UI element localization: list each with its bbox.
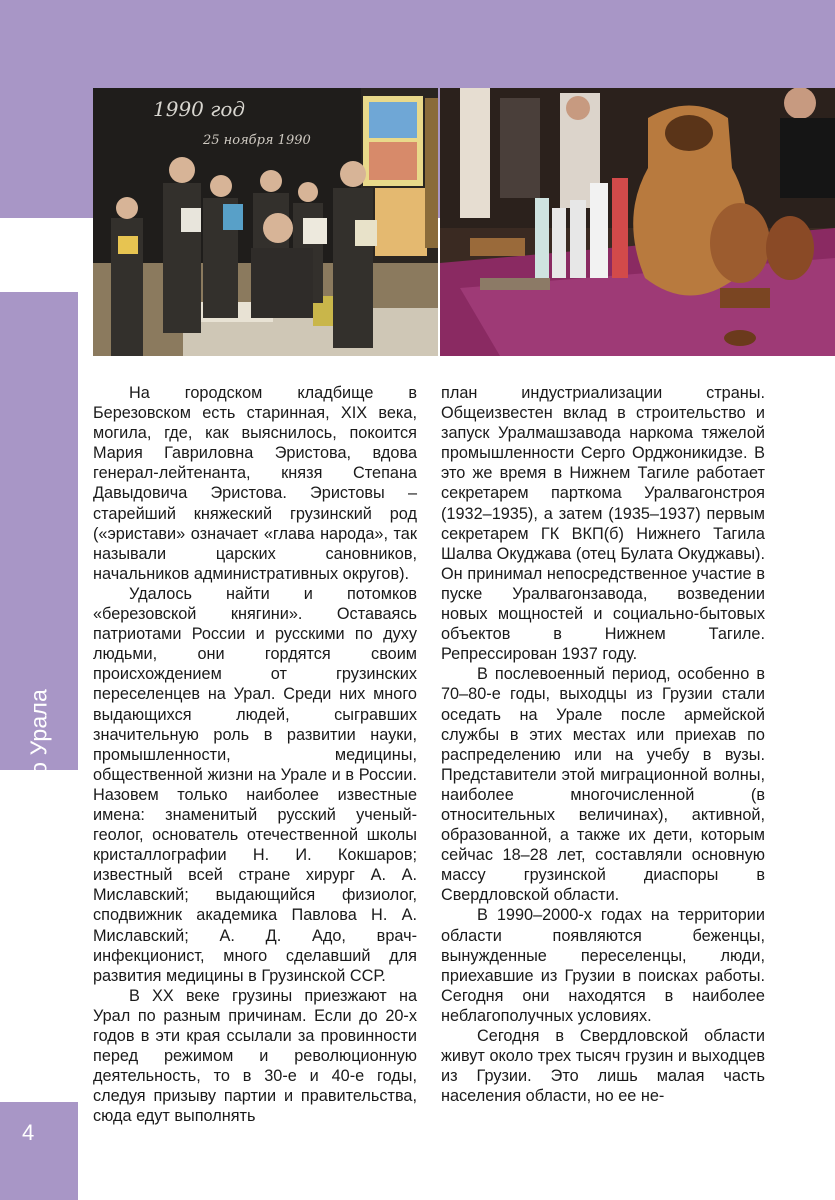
page-number: 4: [22, 1120, 35, 1145]
text-column-right: [441, 383, 765, 1106]
classroom-photo: [93, 88, 438, 356]
paragraph: Сегодня в Свердловской области живут около трех тысяч грузин и выходцев из Грузии. Это лишь малая часть населения области, но ее не-: [441, 1027, 765, 1106]
section-tab: [0, 292, 78, 958]
section-title: Народы Среднего Урала: [25, 688, 52, 958]
georgian-table-photo: [440, 88, 835, 356]
text-column-left: [93, 383, 417, 1126]
paragraph: В послевоенный период, особенно в 70–80-е годы, выходцы из Грузии стали оседать на Урале после армейской службы в этих местах или приехав по распределению или на учебу в вузы. Представители этой миграционной волны, наиболее многочисленной (в относительных величинах), активной, образованной, а также их дети, которым сейчас 18–28 лет, составляли основную массу грузинской диаспоры в Свердловской области.: [441, 665, 765, 905]
page-number-tab: [0, 1102, 78, 1200]
paragraph: В 1990–2000-х годах на территории области появляются беженцы, вынужденные переселенцы, люди, приехавшие из Грузии в поисках работы. Сегодня они находятся в наиболее неблагополучных условиях.: [441, 906, 765, 1025]
paragraph: В XX веке грузины приезжают на Урал по разным причинам. Если до 20-х годов в эти края ссылали за провинности перед режимом и революционную деятельность, то в 30-е и 40-е годы, следуя призыву партии и правительства, сюда едут выполнять: [93, 986, 417, 1126]
board-writing-2: 25 ноября 1990: [203, 133, 311, 148]
board-writing-1: 1990 год: [153, 97, 246, 121]
paragraph: Удалось найти и потомков «березовской княгини». Оставаясь патриотами России и русскими по духу людьми, они гордятся своим происхождением от грузинских переселенцев на Урал. Среди них много выдающихся людей, сыгравших значительную роль в развитии науки, промышленности, медицины, общественной жизни на Урале и в России. Назовем только наиболее известные имена: знаменитый русский ученый-геолог, основатель отечественной школы кристаллографии Н. И. Кокшаров; известный всей стране хирург А. А. Миславский; выдающийся физиолог, сподвижник академика Павлова Н. А. Миславский; А. Д. Адо, врач-инфекционист, много сделавший для развития медицины в Грузинской ССР.: [93, 584, 417, 985]
paragraph: план индустриализации страны. Общеизвестен вклад в строительство и запуск Уралмашзавода наркома тяжелой промышленности Серго Орджоникидзе. В это же время в Нижнем Тагиле работает секретарем парткома Уралвагонстроя (1932–1935), а затем (1935–1937) первым секретарем ГК ВКП(б) Нижнего Тагила Шалва Окуджава (отец Булата Окуджавы). Он принимал непосредственное участие в пуске Уралвагонзавода, возведении новых мощностей и социально-бытовых объектов в Нижнем Тагиле. Репрессирован 1937 году.: [441, 384, 765, 664]
paragraph: На городском кладбище в Березовском есть старинная, XIX века, могила, где, как выяснилось, покоится Мария Гавриловна Эристова, вдова генерал-лейтенанта, князя Степана Давыдовича Эристова. Эристовы – старейший княжеский грузинский род («эристави» означает «глава народа», так называли царских сановников, начальников административных округов).: [93, 384, 417, 583]
